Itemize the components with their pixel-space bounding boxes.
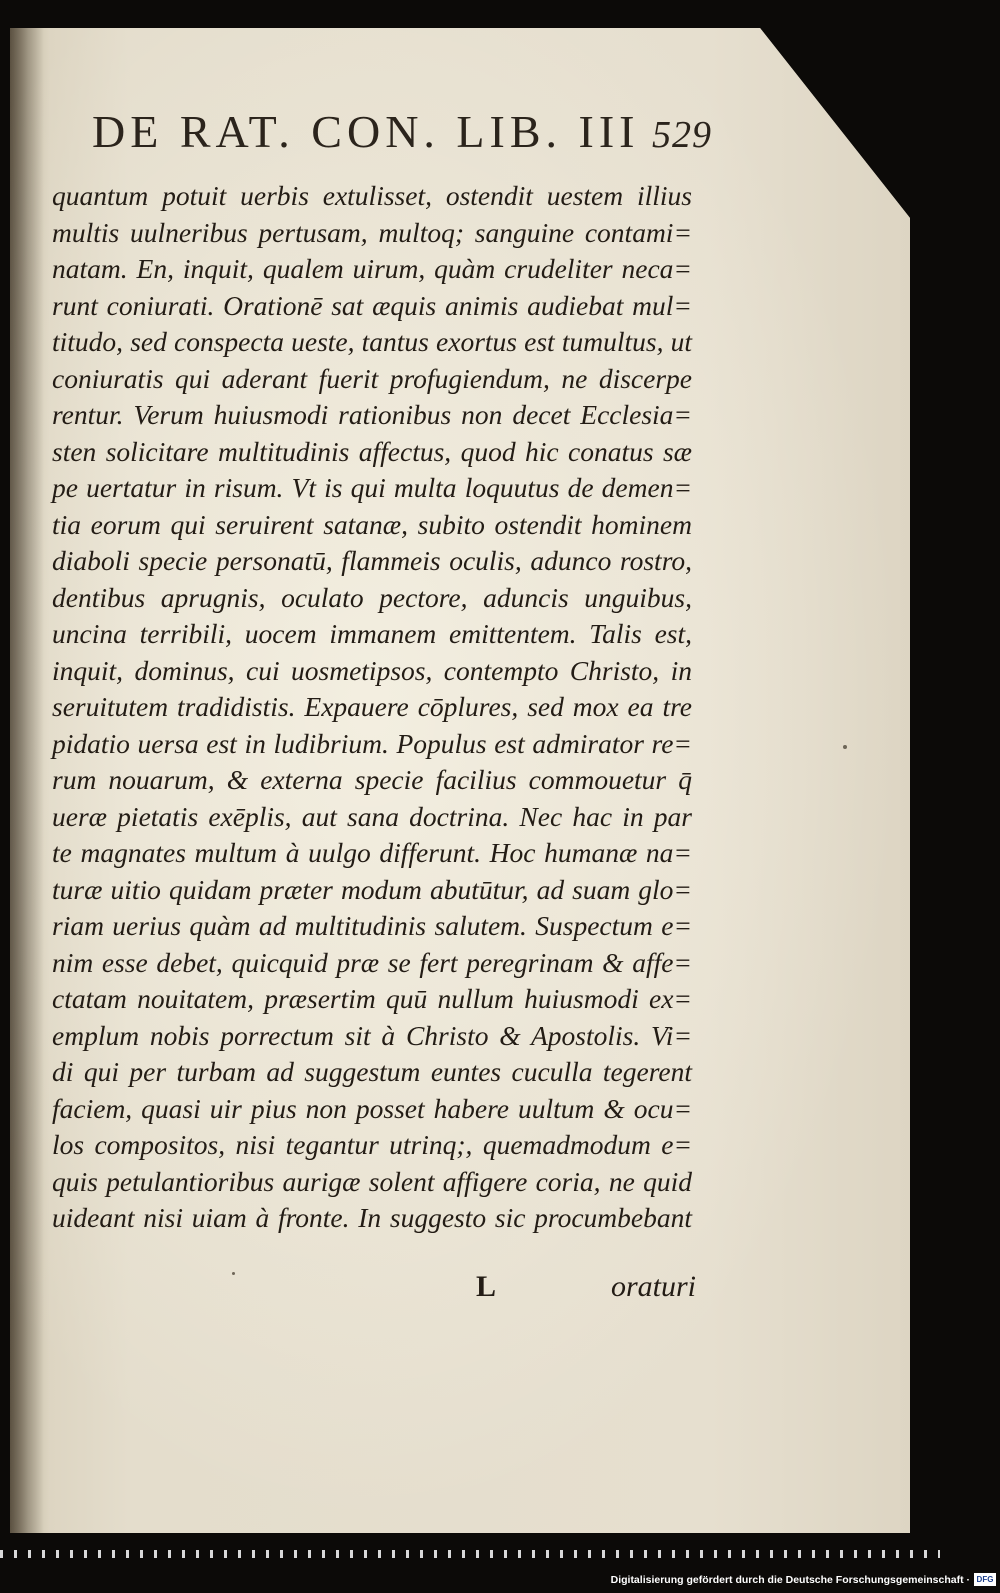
folio-number: 529 xyxy=(652,114,712,156)
scan-ruler xyxy=(0,1550,940,1558)
text-line: ctatam nouitatem, præsertim quū nullum huiusmodi ex= xyxy=(52,983,692,1014)
text-line: pe uertatur in risum. Vt is qui multa loquutus de demen= xyxy=(52,472,692,503)
text-line: quis petulantioribus aurigæ solent affigere coria, ne quid xyxy=(52,1165,692,1197)
text-line: rum nouarum, & externa specie facilius commouetur q̄ xyxy=(52,764,692,795)
text-line: nim esse debet, quicquid præ se fert peregrinam & affe= xyxy=(52,946,692,978)
paper-speck xyxy=(232,1272,235,1275)
text-line: riam uerius quàm ad multitudinis salutem. Suspectum e= xyxy=(52,910,692,941)
text-line: uncina terribili, uocem immanem emittentem. Talis est, xyxy=(52,618,692,649)
text-line: coniuratis qui aderant fuerit profugiendum, ne discerpe xyxy=(52,362,692,394)
text-line: runt coniurati. Orationē sat æquis animis audiebat mul= xyxy=(52,289,692,321)
text-line: natam. En, inquit, qualem uirum, quàm crudeliter neca= xyxy=(52,253,692,284)
text-line: tia eorum qui seruirent satanæ, subito ostendit hominem xyxy=(52,508,692,540)
text-line: seruitutem tradidistis. Expauere cōplures, sed mox ea tre xyxy=(52,691,692,722)
dfg-logo-icon: DFG xyxy=(974,1573,996,1586)
text-line: rentur. Verum huiusmodi rationibus non decet Ecclesia= xyxy=(52,399,692,430)
gutter-shadow xyxy=(10,28,44,1533)
text-line: uideant nisi uiam à fronte. In suggesto sic procumbebant xyxy=(52,1202,692,1233)
page-foot xyxy=(476,1270,696,1304)
text-line: di qui per turbam ad suggestum euntes cuculla tegerent xyxy=(52,1056,692,1087)
paper-speck xyxy=(843,745,847,749)
text-line: turæ uitio quidam præter modum abutūtur, ad suam glo= xyxy=(52,873,692,905)
text-line: emplum nobis porrectum sit à Christo & Apostolis. Vi= xyxy=(52,1019,692,1051)
running-head xyxy=(92,105,712,158)
text-line: ueræ pietatis exēplis, aut sana doctrina. Nec hac in par xyxy=(52,800,692,832)
text-line: faciem, quasi uir pius non posset habere uultum & ocu= xyxy=(52,1092,692,1124)
text-line: dentibus aprugnis, oculato pectore, aduncis unguibus, xyxy=(52,581,692,613)
text-line: los compositos, nisi tegantur utrinq;, quemadmodum e= xyxy=(52,1129,692,1160)
text-line: titudo, sed conspecta ueste, tantus exortus est tumultus, ut xyxy=(52,326,692,357)
text-line: diaboli specie personatū, flammeis oculis, adunco rostro, xyxy=(52,545,692,576)
body-text xyxy=(52,178,692,1237)
text-line: te magnates multum à uulgo differunt. Hoc humanæ na= xyxy=(52,837,692,868)
running-head-title: DE RAT. CON. LIB. III xyxy=(92,106,640,157)
text-line: pidatio uersa est in ludibrium. Populus est admirator re= xyxy=(52,727,692,759)
signature-mark: L xyxy=(476,1270,497,1303)
text-line: multis uulneribus pertusam, multoq; sanguine contami= xyxy=(52,216,692,248)
text-line: sten solicitare multitudinis affectus, quod hic conatus sæ xyxy=(52,435,692,467)
text-line: inquit, dominus, cui uosmetipsos, contempto Christo, in xyxy=(52,654,692,686)
catchword: oraturi xyxy=(610,1270,696,1303)
funding-credit: Digitalisierung gefördert durch die Deutsche Forschungsgemeinschaft · xyxy=(610,1574,970,1586)
text-line: quantum potuit uerbis extulisset, ostendit uestem illius xyxy=(52,180,692,211)
